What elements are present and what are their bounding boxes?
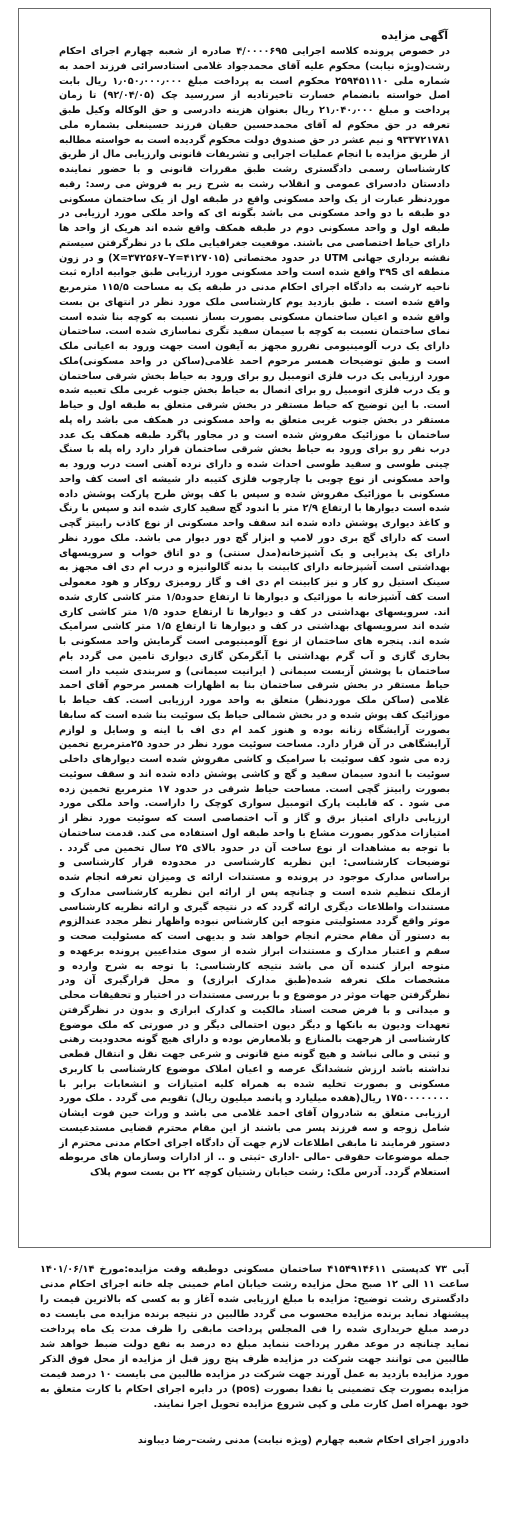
notice-box bbox=[18, 8, 491, 1248]
notice-body: در خصوص پرونده کلاسه اجرایی ۴/۰۰۰۰۶۹۵ صادره از شعبه چهارم اجرای احکام رشت(ویژه نیابت) محکوم علیه آقای محمدجواد غلامی استادسرائی فرزند احمد به شماره ملی ۲۵۹۴۵۱۱۱۰ محکوم است به پرداخت مبلغ ۱٫۰۵۰٫۰۰۰٫۰۰۰ ریال بابت اصل خواسته بانضمام خسارت تاخیرتادیه از سررسید چک (۹۲/۰۴/۰۵) تا زمان پرداخت و مبلغ ۲۱٫۰۴۰٫۰۰۰ ریال بعنوان هزینه دادرسی و حق الوکاله وکیل طبق تعرفه در حق محکوم له آقای محمدحسین حقیان فرزند حسینعلی بشماره ملی ۹۳۳۷۲۱۷۸۱ و نیم عشر در حق صندوق دولت محکوم گردیده است به خواسته مطالبه از طریق مزایده با انجام عملیات اجرایی و تشریفات قانونی وارزیابی مال از طریق کارشناسان رسمی دادگستری رشت طبق مقررات قانونی و با حضور نماینده دادستان دادسرای عمومی و انقلاب رشت به شرح زیر به فروش می رسد: رقبه موردنظر عبارت از یک واحد مسکونی واقع در طبقه اول از یک ساختمان مسکونی دو طبقه با دو واحد مسکونی می باشد بگونه ای که واحد ملکی مورد ارزیابی در طبقه اول و واحد مسکونی دوم در طبقه همکف واقع شده اند هریک از واحد ها دارای حیاط اختصاصی می باشند. موقعیت جغرافیایی ملک با در نظرگرفتن سیستم نقشه برداری جهانی UTM در حدود مختصاتی (X=۳۷۲۵۶۷–Y=۴۱۲۷۰۱۵) و در زون منطقه ای ۳۹S واقع شده است واحد مسکونی مورد ارزیابی طبق جوابیه اداره ثبت ناحیه ۲رشت به دادگاه اجرای احکام مدنی در طبقه یک به مساحت ۱۱۵/۵ مترمربع واقع شده است . طبق بازدید یوم کارشناسی ملک مورد نظر در انتهای بن بست واقع شده و اعیان ساختمان مسکونی بصورت بساز نسبت به کوچه بنا شده است نمای ساختمان نسبت به کوچه با سیمان سفید تگری نماسازی شده است. ساختمان دارای یک درب آلومینیومی نفررو مجهز به آیفون است جهت ورود به اعیانی ملک است و طبق توضیحات همسر مرحوم احمد غلامی(ساکن در واحد مسکونی)ملک مورد ارزیابی یک درب فلزی اتومبیل رو برای ورود به حیاط بخش شرقی ساختمان و یک درب فلزی اتومبیل رو برای اتصال به حیاط بخش جنوب غربی ملک تعبیه شده است. با این توضیح که حیاط مستقر در بخش شرقی متعلق به طبقه اول و حیاط مستقر در بخش جنوب غربی متعلق به واحد مسکونی در همکف می باشد راه پله ساختمان با موزائیک مفروش شده است و در مجاور پاگرد طبقه همکف یک عدد درب نفر رو برای ورود به حیاط بخش شرقی ساختمان قرار دارد راه پله با سنگ چینی طوسی و سفید طوسی احداث شده و دارای نرده آهنی است درب ورود به واحد مسکونی از نوع چوبی با چارچوب فلزی کتیبه دار شیشه ای است کف واحد مسکونی با موزائیک مفروش شده و سپس با کف پوش طرح پارکت پوشش داده شده است دیوارها با ارتفاع ۲/۹ متر با اندود گچ سفید کاری شده اند و سپس با رنگ و کاغذ دیواری پوشش داده شده اند سقف واحد مسکونی از نوع کاذب رابیتز گچی است که دارای گچ بری دور لامپ و ابزار گچ دور دیوار می باشد. ملک مورد نظر دارای یک پذیرایی و یک آشپزخانه(مدل سنتی) و دو اتاق خواب و سرویسهای بهداشتی است آشپزخانه دارای کابینت با بدنه گالوانیزه و درب ام دی اف مجهز به سینک استیل رو کار و نیز کابینت ام دی اف و گاز رومیزی روکار و هود معمولی است کف آشپزخانه با موزائیک و دیوارها تا ارتفاع حدود۱/۵ متر کاشی کاری شده اند. سرویسهای بهداشتی در کف و دیوارها تا ارتفاع حدود ۱/۵ متر کاشی کاری شده اند سرویسهای بهداشتی در کف و دیوارها تا ارتفاع ۱/۵ متر کاشی سرامیک شده اند. پنجره های ساختمان از نوع آلومینیومی است گرمایش واحد مسکونی با بخاری گازی و آب گرم بهداشتی با آبگرمکن گازی دیواری تامین می گردد بام ساختمان با پوشش آزبست سیمانی ( ایرانیت سیمانی) و سربندی شیب دار است حیاط مستقر در بخش شرقی ساختمان بنا به اظهارات همسر مرحوم آقای احمد غلامی (ساکن ملک موردنظر) متعلق به واحد مورد ارزیابی است. کف حیاط با موزائیک کف پوش شده و در بخش شمالی حیاط یک سوئیت بنا شده است که سابقا بصورت آرایشگاه زنانه بوده و هنوز کمد ام دی اف با اینه و وسایل و لوازم آرایشگاهی در آن قرار دارد. مساحت سوئیت مورد نظر در حدود ۲۵مترمربع تخمین زده می شود کف سوئیت با سرامیک و کاشی مفروش شده است دیوارهای داخلی سوئیت با اندود سیمان سفید و گچ و کاشی پوشش داده شده اند و سقف سوئیت بصورت رابیتز گچی است. مساحت حیاط شرقی در حدود ۱۷ مترمربع تخمین زده می شود . که قابلیت پارک اتومبیل سواری کوچک را داراست. واحد ملکی مورد ارزیابی دارای امتیاز برق و گاز و آب اختصاصی است که سوئیت مورد نظر از امتیازات مذکور بصورت مشاع با واحد طبقه اول استفاده می کند. قدمت ساختمان با توجه به مشاهدات از نوع ساخت آن در حدود بالای ۲۵ سال تخمین می گردد . توضیحات کارشناسی: این نظریه کارشناسی در محدوده قرار کارشناسی و براساس مدارک موجود در پرونده و مستندات ارائه ی ومیزان تعرفه انجام شده ازملک تنظیم شده است و چنانچه پس از ارائه این نظریه کارشناسی مدارک و مستندات واطلاعات دیگری ارائه گردد که در نتیجه گیری و ارائه نظریه کارشناسی موثر واقع گردد مسئولیتی متوجه این کارشناس نبوده واظهار نظر مجدد عندالزوم به دستور آن مقام محترم انجام خواهد شد و بدیهی است که مسئولیت صحت و سقم و اعتبار مدارک و مستندات ابراز شده از سوی متداعیین پرونده برعهده و متوجه ابراز کننده آن می باشد نتیجه کارشناسی: با توجه به شرح وارده و مشخصات ملک تعرفه شده(طبق مدارک ابرازی) و محل قرارگیری آن ودر نظرگرفتن جهات موثر در موضوع و با بررسی مستندات در اختیار و تحقیقات محلی و میدانی و با فرض صحت اسناد مالکیت و کدارک ابرازی و بدون در نظرگرفتن تعهدات ودیون به بانکها و دیگر دیون احتمالی دیگر و در صورتی که ملک موضوع کارشناسی از هرجهت بالمنازع و بلامعارض بوده و دارای هیچ گونه محدودیت رهنی و ثبتی و مالی نباشد و هیچ گونه منع قانونی و شرعی جهت نقل و انتقال قطعی نداشته باشد ارزش ششدانگ عرصه و اعیان املاک موضوع کارشناسی با کاربری مسکونی و بصورت تخلیه شده به همراه کلیه امتیازات و انشعابات برابر با ۱۷۵۰۰۰۰۰۰۰۰ ریال(هفده میلیارد و پانصد میلیون ریال) تقویم می گردد . ملک مورد ارزیابی متعلق به شادروان آقای احمد غلامی می باشد و وراث حین فوت ایشان شامل زوجه و سه فرزند پسر می باشند از این مقام محترم قضایی مستدعیست دستور فرمایند تا مابقی اطلاعات لازم جهت آن دادگاه اجرای احکام مدنی محترم از جمله موضوعات حقوقی -مالی -اداری -ثبتی و .. از ادارات وسازمان های مربوطه استعلام گردد. آدرس ملک: رشت خیابان رشتیان کوچه ۲۲ بن بست سوم پلاک bbox=[59, 46, 451, 1178]
signature-line: دادورز اجرای احکام شعبه چهارم (ویژه نیابت) مدنی رشت–رضا دیباوند bbox=[137, 1435, 469, 1446]
notice-title: آگهی مزایده bbox=[381, 29, 448, 42]
auction-details: آبی ۷۳ کدپستی ۴۱۵۴۹۱۴۶۱۱ ساختمان مسکونی دوطبقه وقت مزایده:مورخ ۱۴۰۱/۰۶/۱۴ ساعت ۱۱ الی ۱۲ صبح محل مزایده رشت خیابان امام خمینی چله خانه اجرای احکام مدنی دادگستری رشت توضیح: مزایده با مبلغ ارزیابی شده آغاز و به کسی که بالاترین قیمت را پیشنهاد نماید برنده مزایده محسوب می گردد طالبین در نتیجه برنده مزایده می بایست ده درصد مبلغ خریداری شده را فی المجلس پرداخت مابقی را ظرف مدت یک ماه پرداخت نماید چنانچه در موعد مقرر پرداخت ننماید مبلغ ده درصد به نفع دولت ضبط خواهد شد طالبین می توانند جهت شرکت در مزایده ظرف پنج روز قبل از مزایده از محل فوق الذکر مورد مزایده بازدید به عمل آورند جهت شرکت در مزایده طالبین می بایست ۱۰ درصد قیمت مزایده بصورت چک تضمینی یا نقدا بصورت (pos) در دایره اجرای احکام با کارت متعلق به خود بهمراه اصل کارت ملی و کپی شروع مزایده تحویل اجرا نمایند. bbox=[40, 1264, 470, 1410]
